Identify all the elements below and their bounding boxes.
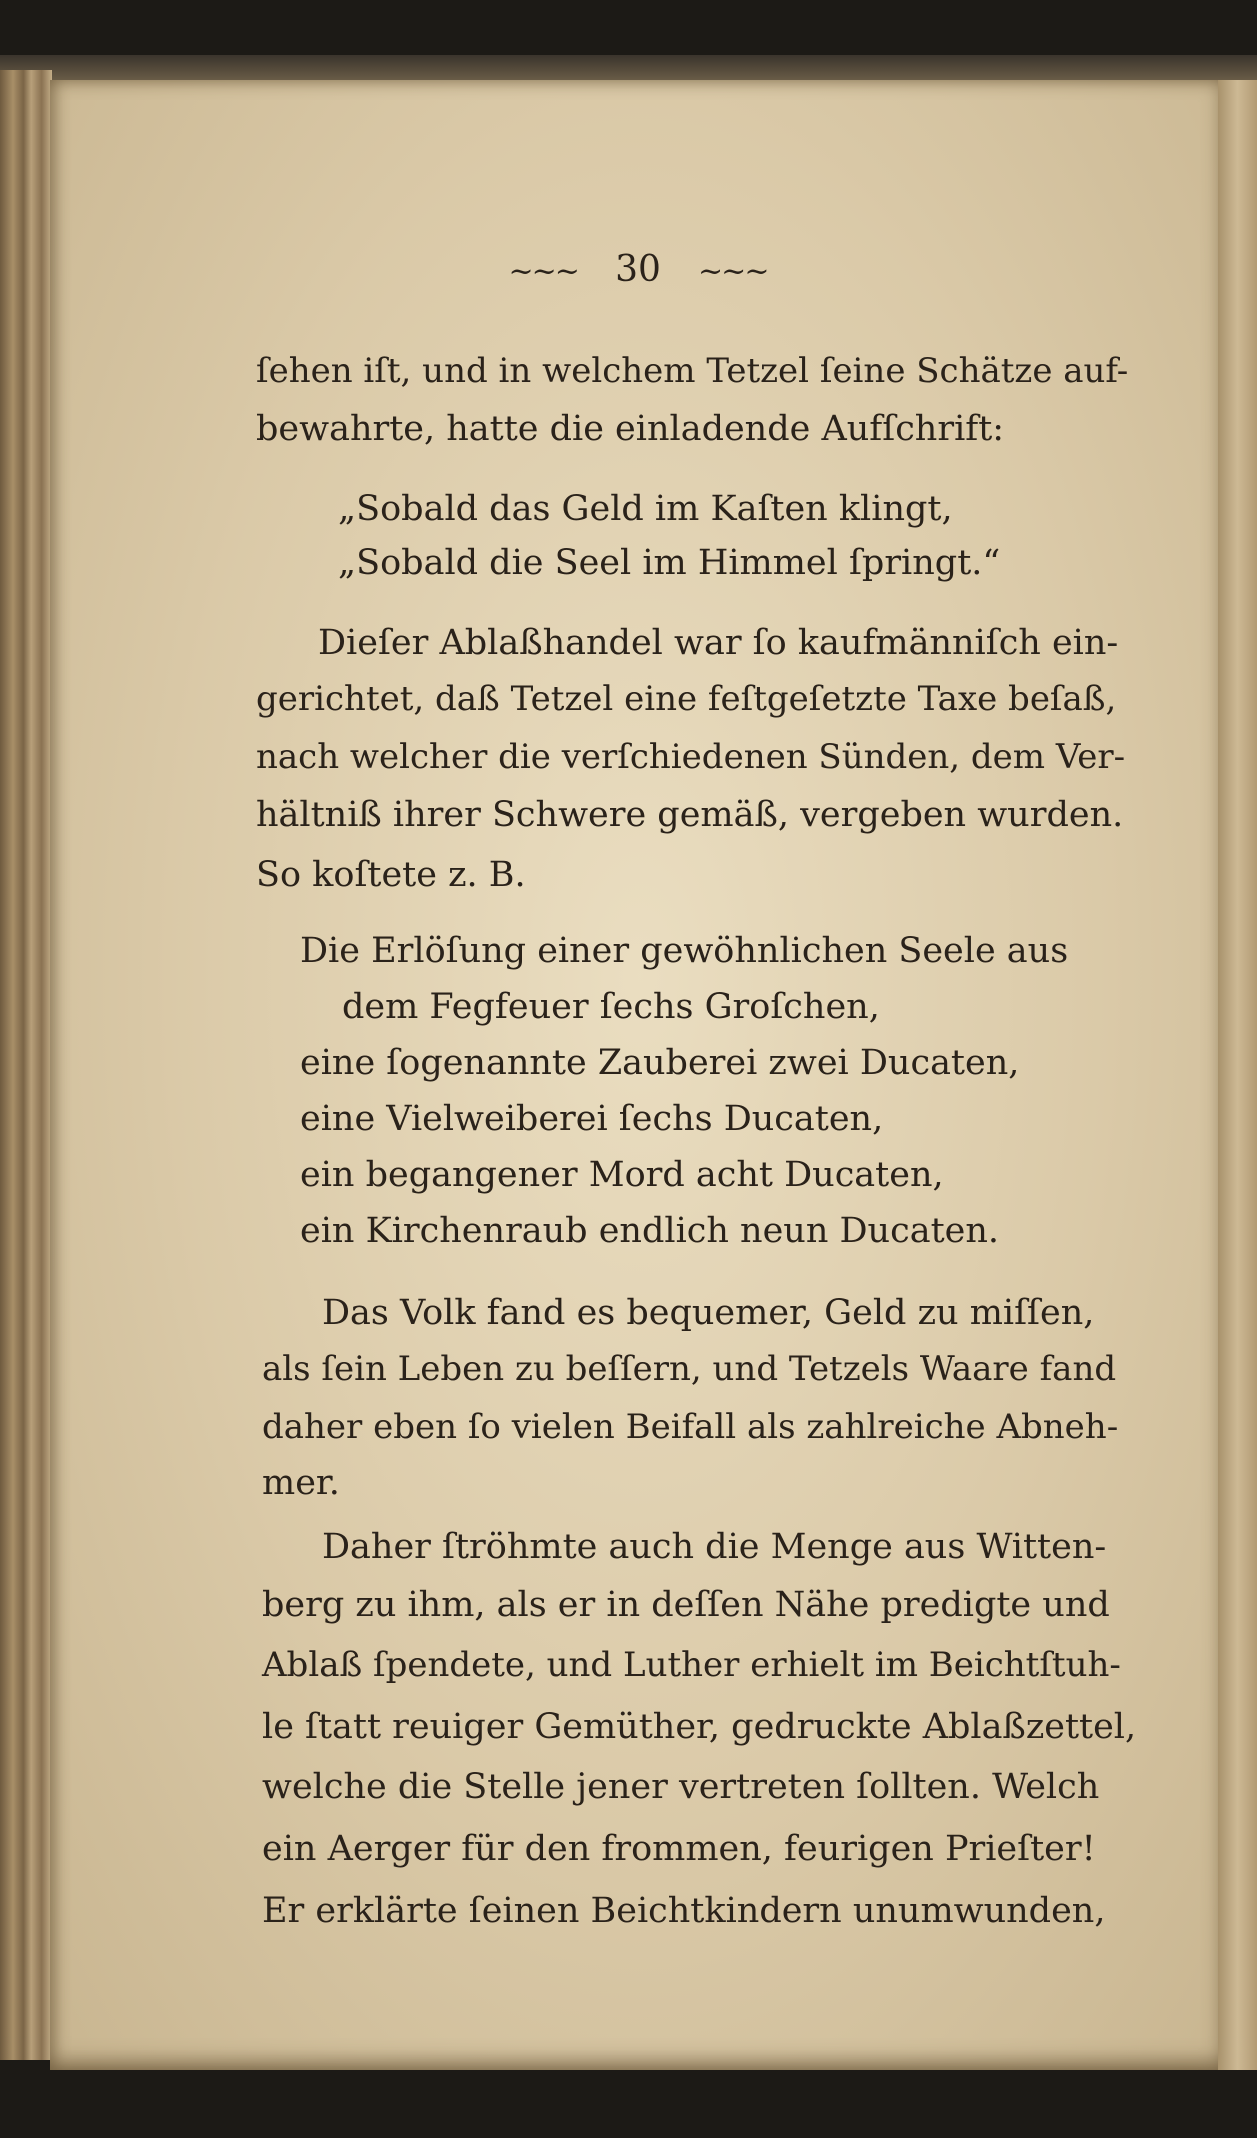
price-list-item: ein begangener Mord acht Ducaten, xyxy=(300,1155,944,1195)
text-line: Er erklärte ſeinen Beichtkindern unumwunden, xyxy=(262,1891,1106,1931)
ornament-left-icon: ~~~ xyxy=(508,254,578,289)
text-line: nach welcher die verſchiedenen Sünden, dem Ver- xyxy=(256,737,1126,777)
text-line: welche die Stelle jener vertreten ſollten. Welch xyxy=(262,1767,1100,1807)
text-line: mer. xyxy=(262,1463,340,1503)
price-list-item: eine ſogenannte Zauberei zwei Ducaten, xyxy=(300,1043,1020,1083)
text-line: ſehen iſt, und in welchem Tetzel ſeine Schätze auf- xyxy=(256,351,1129,391)
text-line: gerichtet, daß Tetzel eine feſtgeſetzte Taxe beſaß, xyxy=(256,679,1117,719)
verse-line: „Sobald die Seel im Himmel ſpringt.“ xyxy=(338,543,1001,583)
price-list-item: Die Erlöſung einer gewöhnlichen Seele aus xyxy=(300,931,1069,971)
price-list-item: eine Vielweiberei ſechs Ducaten, xyxy=(300,1099,884,1139)
text-line: bewahrte, hatte die einladende Aufſchrift: xyxy=(256,409,1005,449)
verse-line: „Sobald das Geld im Kaſten klingt, xyxy=(338,489,953,529)
text-line: le ſtatt reuiger Gemüther, gedruckte Ablaßzettel, xyxy=(262,1707,1137,1747)
text-line: Ablaß ſpendete, und Luther erhielt im Beichtſtuh- xyxy=(262,1645,1121,1685)
text-line: Daher ſtröhmte auch die Menge aus Witten- xyxy=(322,1527,1107,1567)
text-line: daher eben ſo vielen Beifall als zahlreiche Abneh- xyxy=(262,1407,1119,1447)
text-line: Dieſer Ablaßhandel war ſo kaufmänniſch ein- xyxy=(318,623,1119,663)
text-line: berg zu ihm, als er in deſſen Nähe predigte und xyxy=(262,1585,1110,1625)
text-line: ein Aerger für den frommen, feurigen Prieſter! xyxy=(262,1829,1096,1869)
text-line: Das Volk fand es bequemer, Geld zu miſſen, xyxy=(322,1293,1095,1333)
text-line: als ſein Leben zu beſſern, und Tetzels Waare fand xyxy=(262,1349,1117,1389)
page-header xyxy=(258,240,1018,300)
text-line: So koſtete z. B. xyxy=(256,855,526,895)
price-list-item: ein Kirchenraub endlich neun Ducaten. xyxy=(300,1211,1000,1251)
price-list-item: dem Fegfeuer ſechs Groſchen, xyxy=(342,987,880,1027)
text-line: hältniß ihrer Schwere gemäß, vergeben wurden. xyxy=(256,795,1124,835)
ornament-right-icon: ~~~ xyxy=(698,254,768,289)
page-stack-edge xyxy=(0,70,52,2060)
page-right-edge xyxy=(1218,80,1257,2070)
page-number: 30 xyxy=(615,249,661,290)
